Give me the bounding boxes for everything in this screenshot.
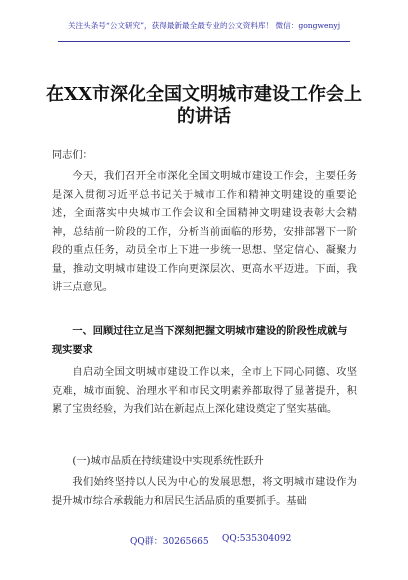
header-divider bbox=[58, 41, 350, 42]
paragraph-intro: 今天，我们召开全市深化全国文明城市建设工作会，主要任务是深入贯彻习近平总书记关于城市工作和精神文明建设的重要论述，全面落实中央城市工作会议和全国精神文明建设表彰大会精神，总结前一阶段的工作，分析当前面临的形势，安排部署下一阶段的重点任务，动员全市上下进一步统一思想、坚定信心、凝聚力量，推动文明城市建设工作向更深层次、更高水平迈进。下面，我讲三点意见。 bbox=[52, 171, 357, 293]
section-heading-1: 一、回顾过往立足当下深刻把握文明城市建设的阶段性成就与现实要求 bbox=[52, 325, 348, 356]
header-banner: 关注头条号“公文研究”，获得最新最全最专业的公文资料库！ 微信：gongwenyj bbox=[67, 21, 341, 30]
document-title: 在XX市深化全国文明城市建设工作会上的讲话 bbox=[46, 84, 362, 127]
paragraph-subsection-1: 我们始终坚持以人民为中心的发展思想，将文明城市建设作为提升城市综合承载能力和居民生活品质的重要抓手。基础 bbox=[52, 477, 357, 507]
footer-qq-group: QQ群：30265665 bbox=[130, 537, 209, 547]
salutation: 同志们： bbox=[52, 150, 93, 161]
footer-qq-number: QQ:535304092 bbox=[222, 534, 292, 544]
paragraph-section-1: 自启动全国文明城市建设工作以来，全市上下同心同德、攻坚克难，城市面貌、治理水平和市民文明素养都取得了显著提升，积累了宝贵经验，为我们站在新起点上深化建设奠定了坚实基础。 bbox=[52, 367, 357, 415]
subsection-heading-1: (一)城市品质在持续建设中实现系统性跃升 bbox=[72, 456, 264, 467]
